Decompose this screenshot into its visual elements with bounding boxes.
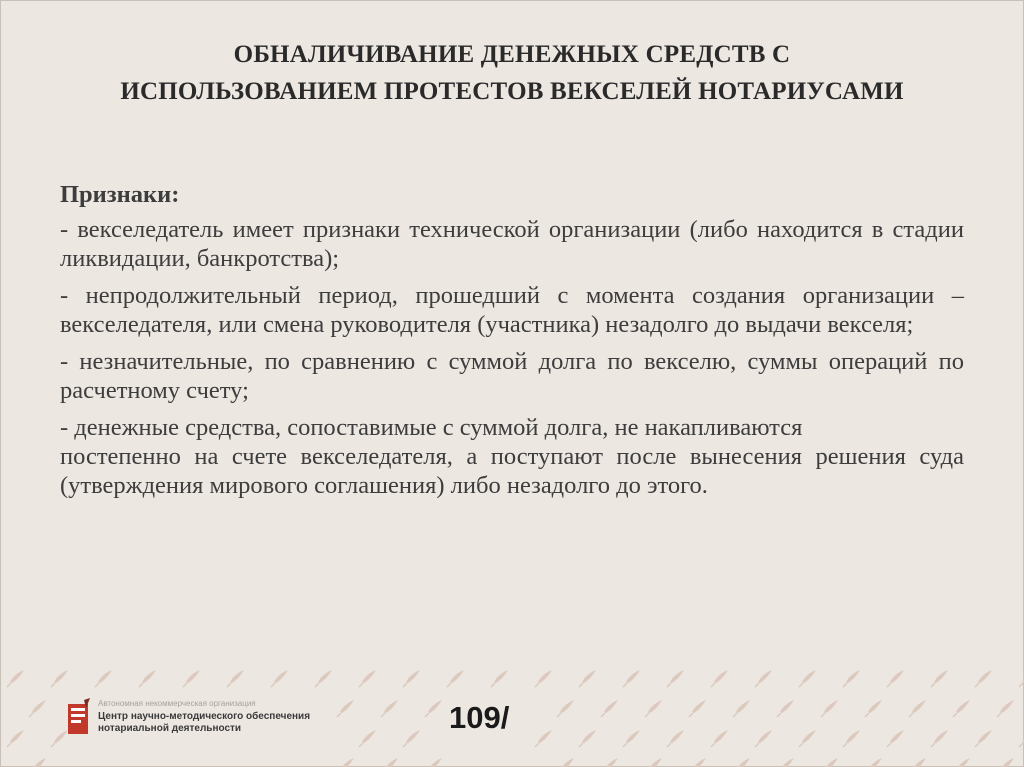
quill-pen-icon: [7, 730, 24, 747]
quill-pen-icon: [535, 730, 552, 747]
quill-pen-icon: [623, 730, 640, 747]
quill-pen-icon: [447, 670, 464, 687]
org-name-line-1: Центр научно-методического обеспечения: [98, 711, 311, 722]
quill-pen-icon: [403, 730, 420, 747]
title-line-1: ОБНАЛИЧИВАНИЕ ДЕНЕЖНЫХ СРЕДСТВ С: [233, 41, 791, 68]
quill-pen-icon: [139, 670, 156, 687]
quill-pen-icon: [623, 670, 640, 687]
quill-pen-icon: [51, 670, 68, 687]
title-line-2: ИСПОЛЬЗОВАНИЕМ ПРОТЕСТОВ ВЕКСЕЛЕЙ НОТАРИУСАМИ: [120, 78, 904, 105]
quill-pen-icon: [799, 670, 816, 687]
quill-pen-icon: [29, 700, 46, 717]
slide-title: [0, 36, 1024, 110]
quill-pen-icon: [821, 758, 838, 767]
quill-pen-icon: [425, 700, 442, 717]
quill-pen-icon: [425, 758, 442, 767]
quill-pen-icon: [821, 700, 838, 717]
quill-pen-icon: [865, 758, 882, 767]
quill-pen-icon: [953, 758, 970, 767]
quill-pen-icon: [359, 670, 376, 687]
quill-pen-icon: [865, 700, 882, 717]
quill-pen-icon: [337, 700, 354, 717]
quill-pen-icon: [689, 758, 706, 767]
quill-pen-icon: [689, 700, 706, 717]
quill-pen-icon: [645, 758, 662, 767]
quill-pen-icon: [403, 670, 420, 687]
quill-pen-icon: [843, 670, 860, 687]
sign-item-4: - денежные средства, сопоставимые с суммой долга, не накапливаются: [60, 414, 803, 441]
quill-pen-icon: [997, 700, 1014, 717]
quill-pen-icon: [909, 758, 926, 767]
quill-pen-icon: [381, 758, 398, 767]
quill-pen-icon: [755, 730, 772, 747]
quill-pen-icon: [381, 700, 398, 717]
quill-pen-icon: [887, 730, 904, 747]
quill-pen-icon: [843, 730, 860, 747]
notary-logo-icon: [66, 698, 92, 738]
quill-pen-icon: [95, 670, 112, 687]
quill-pen-icon: [601, 700, 618, 717]
quill-pen-icon: [29, 758, 46, 767]
quill-pen-icon: [557, 758, 574, 767]
quill-pen-icon: [931, 670, 948, 687]
sign-item-2: - непродолжительный период, прошедший с момента создания организации – векселедателя, или смена руководителя (участника) незадолго до выдачи векселя;: [60, 282, 964, 338]
organization-logo: [66, 695, 326, 745]
quill-pen-icon: [645, 700, 662, 717]
quill-pen-icon: [1019, 670, 1024, 687]
quill-pen-icon: [557, 700, 574, 717]
org-type-caption: Автономная некоммерческая организация: [98, 699, 256, 708]
quill-pen-icon: [799, 730, 816, 747]
signs-heading: Признаки:: [60, 181, 180, 208]
quill-pen-icon: [755, 670, 772, 687]
quill-pen-icon: [777, 758, 794, 767]
quill-pen-icon: [7, 670, 24, 687]
quill-pen-icon: [271, 670, 288, 687]
quill-pen-icon: [183, 670, 200, 687]
quill-pen-icon: [733, 758, 750, 767]
quill-pen-icon: [953, 700, 970, 717]
quill-pen-icon: [931, 730, 948, 747]
quill-pen-icon: [909, 700, 926, 717]
quill-pen-icon: [227, 670, 244, 687]
page-number: 109/: [449, 700, 510, 735]
quill-pen-icon: [601, 758, 618, 767]
quill-pen-icon: [579, 670, 596, 687]
slide-body: [60, 180, 964, 508]
quill-pen-icon: [315, 670, 332, 687]
quill-pen-icon: [997, 758, 1014, 767]
org-name-line-2: нотариальной деятельности: [98, 723, 242, 734]
quill-pen-icon: [535, 670, 552, 687]
sign-item-3: - незначительные, по сравнению с суммой долга по векселю, суммы операций по расчетному счету;: [60, 348, 964, 404]
quill-pen-icon: [711, 730, 728, 747]
quill-pen-icon: [975, 730, 992, 747]
quill-pen-icon: [975, 670, 992, 687]
quill-pen-icon: [491, 670, 508, 687]
quill-pen-icon: [1019, 730, 1024, 747]
quill-pen-icon: [777, 700, 794, 717]
quill-pen-icon: [887, 670, 904, 687]
quill-pen-icon: [359, 730, 376, 747]
quill-pen-icon: [667, 730, 684, 747]
quill-pen-icon: [667, 670, 684, 687]
quill-pen-icon: [711, 670, 728, 687]
sign-item-1: - векселедатель имеет признаки технической организации (либо находится в стадии ликвидации, банкротства);: [60, 216, 964, 272]
quill-pen-icon: [733, 700, 750, 717]
quill-pen-icon: [579, 730, 596, 747]
quill-pen-icon: [337, 758, 354, 767]
sign-item-4-continued: постепенно на счете векселедателя, а поступают после вынесения решения суда (утверждения мирового соглашения) либо незадолго до этого.: [60, 443, 964, 499]
